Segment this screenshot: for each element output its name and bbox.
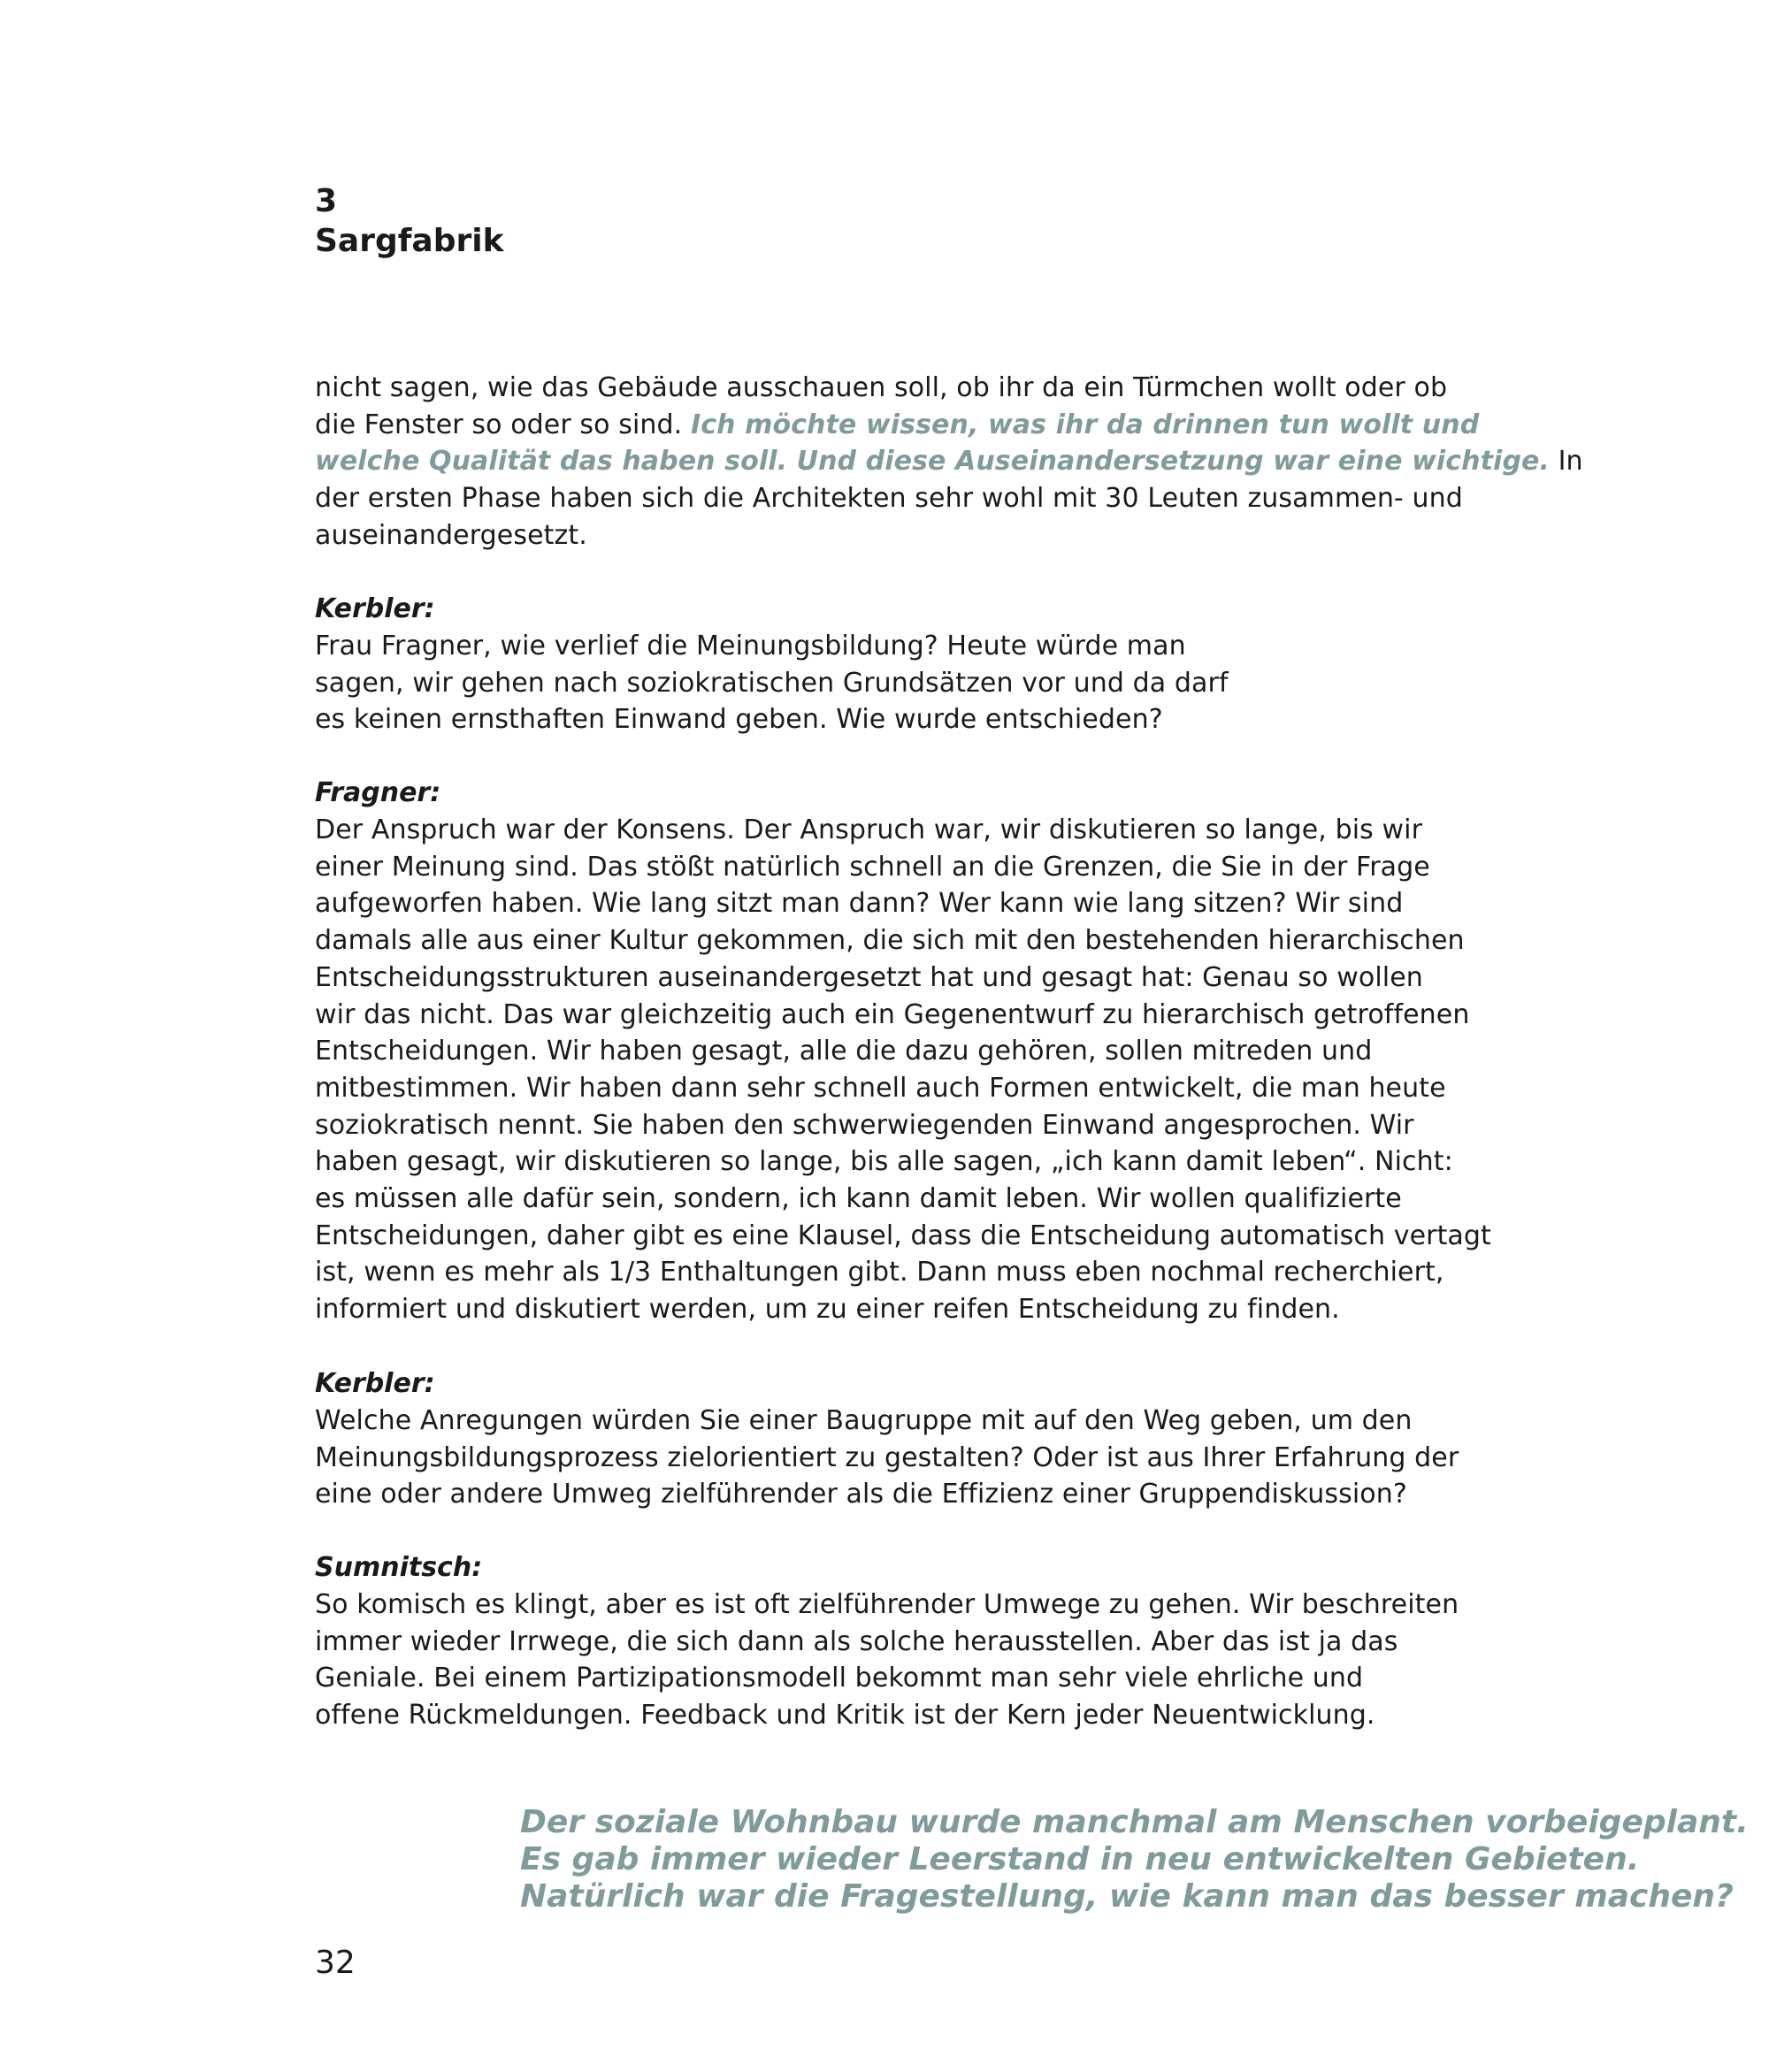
text-line: Welche Anregungen würden Sie einer Baugruppe mit auf den Weg geben, um den	[315, 1405, 1413, 1436]
text-line: sagen, wir gehen nach soziokratischen Grundsätzen vor und da darf	[315, 667, 1229, 699]
text-line: der ersten Phase haben sich die Architekten sehr wohl mit 30 Leuten zusammen- und	[315, 483, 1463, 515]
text-line: einer Meinung sind. Das stößt natürlich schnell an die Grenzen, die Sie in der Frage	[315, 851, 1430, 883]
text-line: Entscheidungen. Wir haben gesagt, alle die dazu gehören, sollen mitreden und	[315, 1036, 1373, 1067]
text-line	[315, 407, 1480, 444]
pull-quote-line: Es gab immer wieder Leerstand in neu entwickelten Gebieten.	[520, 1841, 1640, 1877]
answer-paragraph	[315, 812, 1491, 1328]
text-line: mitbestimmen. Wir haben dann sehr schnell auch Formen entwickelt, die man heute	[315, 1072, 1446, 1104]
text-plain: die Fenster so oder so sind.	[315, 409, 691, 440]
answer-paragraph	[315, 1403, 1459, 1513]
highlighted-quote: Ich möchte wissen, was ihr da drinnen tun wollt und	[690, 409, 1480, 440]
text-line: nicht sagen, wie das Gebäude ausschauen soll, ob ihr da ein Türmchen wollt oder ob	[315, 372, 1448, 403]
text-line: es müssen alle dafür sein, sondern, ich kann damit leben. Wir wollen qualifizierte	[315, 1183, 1402, 1215]
speaker-label: Fragner:	[315, 777, 441, 808]
text-plain: In	[1549, 446, 1583, 478]
text-line: haben gesagt, wir diskutieren so lange, bis alle sagen, „ich kann damit leben“. Nicht:	[315, 1146, 1453, 1178]
pull-quote-line: Der soziale Wohnbau wurde manchmal am Menschen vorbeigeplant.	[520, 1804, 1749, 1840]
text-line: Der Anspruch war der Konsens. Der Anspruch war, wir diskutieren so lange, bis wir	[315, 814, 1423, 845]
text-line: damals alle aus einer Kultur gekommen, die sich mit den bestehenden hierarchischen	[315, 925, 1465, 957]
speaker-label: Kerbler:	[315, 593, 435, 624]
text-line: ist, wenn es mehr als 1/3 Enthaltungen gibt. Dann muss eben nochmal recherchiert,	[315, 1257, 1444, 1288]
text-line: Entscheidungen, daher gibt es eine Klausel, dass die Entscheidung automatisch vertagt	[315, 1219, 1491, 1251]
intro-paragraph	[315, 370, 1583, 554]
text-line: Entscheidungsstrukturen auseinandergesetzt hat und gesagt hat: Genau so wollen	[315, 961, 1423, 993]
text-line: Frau Fragner, wie verlief die Meinungsbildung? Heute würde man	[315, 631, 1186, 661]
text-line: auseinandergesetzt.	[315, 519, 587, 551]
text-line: wir das nicht. Das war gleichzeitig auch ein Gegenentwurf zu hierarchisch getroffenen	[315, 998, 1470, 1030]
pull-quote	[520, 1804, 1749, 1915]
text-line: Meinungsbildungsprozess zielorientiert zu gestalten? Oder ist aus Ihrer Erfahrung der	[315, 1441, 1459, 1473]
speaker-label: Kerbler:	[315, 1368, 435, 1399]
text-line: immer wieder Irrwege, die sich dann als solche herausstellen. Aber das ist ja das	[315, 1625, 1398, 1657]
text-line: Geniale. Bei einem Partizipationsmodell bekommt man sehr viele ehrliche und	[315, 1663, 1364, 1694]
answer-paragraph	[315, 1586, 1459, 1734]
text-line: eine oder andere Umweg zielführender als die Effizienz einer Gruppendiskussion?	[315, 1479, 1407, 1510]
text-line: es keinen ernsthaften Einwand geben. Wie wurde entschieden?	[315, 704, 1163, 736]
answer-paragraph	[315, 628, 1447, 738]
text-line: informiert und diskutiert werden, um zu einer reifen Entscheidung zu finden.	[315, 1294, 1340, 1326]
chapter-number: 3	[315, 183, 338, 219]
text-line: So komisch es klingt, aber es ist oft zielführender Umwege zu gehen. Wir beschreiten	[315, 1589, 1459, 1620]
page-number: 32	[315, 1945, 356, 1981]
text-line: soziokratisch nennt. Sie haben den schwerwiegenden Einwand angesprochen. Wir	[315, 1109, 1414, 1141]
speaker-label: Sumnitsch:	[315, 1552, 483, 1583]
text-line: aufgeworfen haben. Wie lang sitzt man dann? Wer kann wie lang sitzen? Wir sind	[315, 888, 1404, 920]
pull-quote-line: Natürlich war die Fragestellung, wie kann man das besser machen?	[520, 1878, 1734, 1915]
text-line: offene Rückmeldungen. Feedback und Kritik ist der Kern jeder Neuentwicklung.	[315, 1700, 1375, 1732]
text-line	[315, 443, 1583, 480]
chapter-title: Sargfabrik	[315, 223, 504, 259]
highlighted-quote: welche Qualität das haben soll. Und diese Auseinandersetzung war eine wichtige.	[315, 446, 1550, 478]
